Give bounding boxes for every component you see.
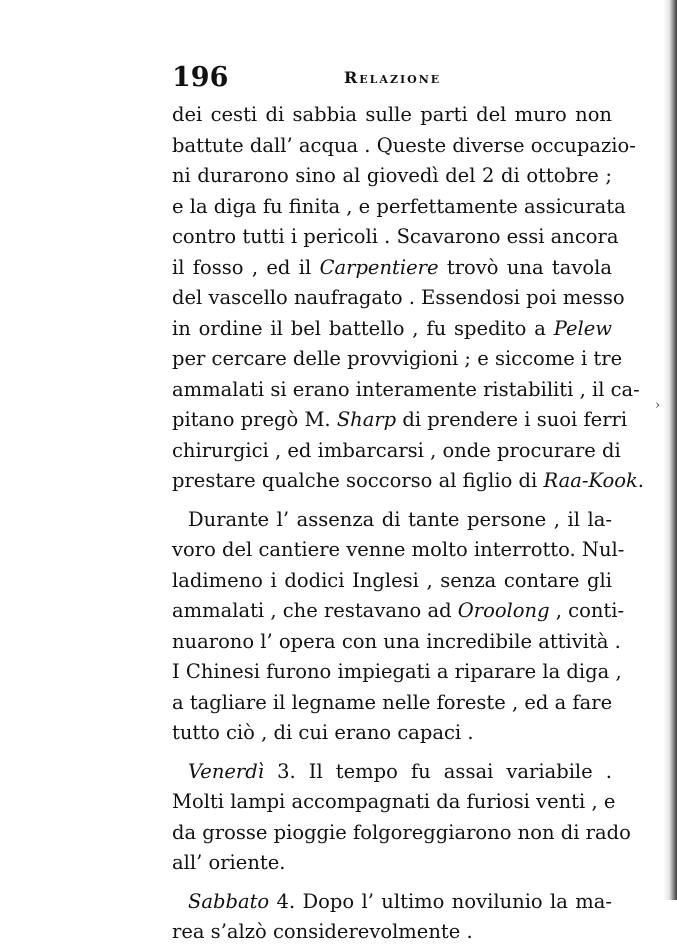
text-line: battute dall’ acqua . Queste diverse occupazio- [172,133,636,157]
italic-name: Sharp [336,408,397,431]
body-text [172,100,644,948]
italic-name: Oroolong [457,599,550,622]
paragraph-4 [172,887,612,948]
text-line: a tagliare il legname nelle foreste , ed a fare [172,690,613,714]
text-segment: ammalati , che restavano ad [172,599,458,622]
text-line [172,314,612,345]
italic-name: Raa-Kook [543,469,638,492]
text-line [172,466,644,497]
italic-name: Carpentiere [319,255,439,279]
text-line: per cercare delle provvigioni ; e siccome i tre [172,347,623,370]
text-line [172,757,612,788]
text-line: contro tutti i pericoli . Scavarono essi ancora [172,225,619,248]
text-line: da grosse pioggie folgoreggiarono non di rado [172,820,631,844]
text-line [172,253,612,284]
text-line [172,887,612,918]
text-line: dei cesti di sabbia sulle parti del muro non [172,103,612,126]
paragraph-3 [172,757,631,879]
page-header [172,62,612,102]
text-segment: . [637,469,644,492]
text-line: all’ oriente. [172,851,286,874]
text-line: del vascello naufragato . Essendosi poi messo [172,286,625,309]
text-line [172,405,628,436]
text-line: tutto ciò , di cui erano capaci . [172,721,474,744]
italic-name: Sabbato [188,889,270,913]
text-segment: trovò una tavola [438,255,613,279]
text-line: ammalati si erano interamente ristabiliti , il ca- [172,377,640,401]
text-line: e la diga fu finita , e perfettamente assicurata [172,194,626,218]
text-line: Durante l’ assenza di tante persone , il la- [188,507,612,531]
text-segment: 4. Dopo l’ ultimo novilunio la ma- [269,889,612,913]
text-segment: prestare qualche soccorso al figlio di [172,469,544,492]
text-line: Molti lampi accompagnati da furiosi venti , e [172,790,616,813]
text-line: voro del cantiere venne molto interrotto. Nul- [172,538,625,561]
text-line: ni durarono sino al giovedì del 2 di ottobre ; [172,164,612,187]
text-segment: di prendere i suoi ferri [396,408,628,431]
paragraph-2 [172,505,625,749]
text-line: nuarono l’ opera con una incredibile attività . [172,629,621,653]
paragraph-1 [172,100,644,497]
italic-name: Pelew [553,316,612,340]
running-head: Relazione [344,68,442,87]
text-line: I Chinesi furono impiegati a riparare la diga , [172,660,622,683]
text-segment: pitano pregò M. [172,408,337,431]
text-line: chirurgici , ed imbarcarsi , onde procurare di [172,438,621,462]
text-line: ladimeno i dodici Inglesi , senza contare gli [172,568,612,592]
page-number: 196 [172,62,229,93]
text-line [172,596,625,627]
text-segment: , conti- [549,599,625,622]
text-segment: in ordine il bel battello , fu spedito a [172,316,554,340]
italic-name: Venerdì [188,759,264,783]
text-segment: 3. Il tempo fu assai variabile . [263,759,612,783]
margin-mark: › [655,398,661,413]
page-binding-edge [663,0,677,900]
text-segment: il fosso , ed il [172,255,320,279]
text-line: rea s’alzò considerevolmente . [172,920,473,943]
